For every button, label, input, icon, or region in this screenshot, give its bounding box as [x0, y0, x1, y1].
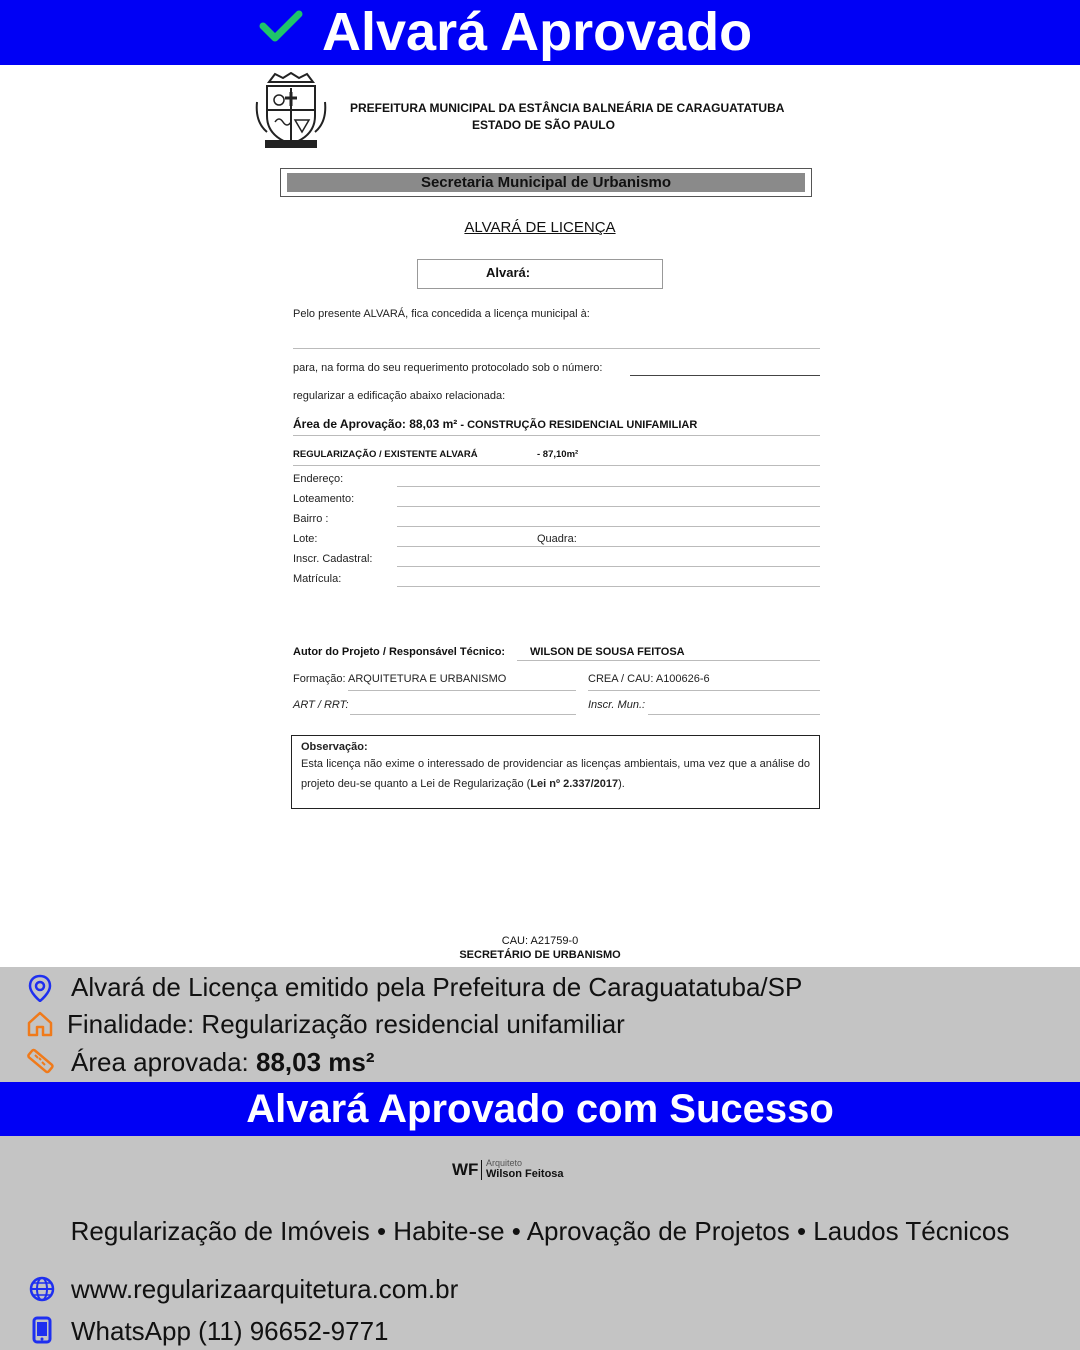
loteamento-label: Loteamento: — [293, 493, 355, 505]
whatsapp-contact[interactable] — [0, 1311, 1080, 1350]
divider — [293, 348, 820, 349]
secretaria-box — [280, 168, 812, 197]
website-contact[interactable] — [0, 1269, 1080, 1309]
field-line — [397, 586, 820, 587]
signature-title: SECRETÁRIO DE URBANISMO — [459, 949, 621, 961]
document-title: ALVARÁ DE LICENÇA — [464, 219, 616, 236]
matricula-label: Matrícula: — [293, 573, 342, 585]
whatsapp-number[interactable]: WhatsApp (11) 96652-9771 — [71, 1316, 389, 1346]
regularizacao-value: - 87,10m² — [537, 449, 579, 460]
info-row-area — [0, 1044, 1080, 1080]
protocol-number-line — [630, 375, 820, 376]
inscr-mun-label: Inscr. Mun.: — [588, 699, 646, 711]
field-line — [397, 486, 820, 487]
crea-text: CREA / CAU: A100626-6 — [588, 673, 710, 685]
location-pin-icon — [26, 974, 54, 1002]
field-line — [348, 690, 576, 691]
art-label: ART / RRT: — [293, 699, 349, 711]
info-purpose-text: Finalidade: Regularização residencial unifamiliar — [67, 1009, 625, 1039]
logo-subtitle: Arquiteto — [486, 1158, 523, 1168]
quadra-label: Quadra: — [537, 533, 577, 545]
regularizar-text: regularizar a edificação abaixo relacionada: — [293, 390, 506, 402]
field-line — [350, 714, 576, 715]
alvara-number-box: Alvará: — [417, 259, 663, 289]
bairro-label: Bairro : — [293, 513, 329, 525]
divider — [293, 435, 820, 436]
header-prefeitura: PREFEITURA MUNICIPAL DA ESTÂNCIA BALNEÁRIA DE CARAGUATATUBA — [350, 101, 785, 115]
requerimento-text: para, na forma do seu requerimento protocolado sob o número: — [293, 362, 603, 374]
autor-value: WILSON DE SOUSA FEITOSA — [530, 646, 685, 658]
ruler-icon — [26, 1046, 54, 1074]
logo-name: Wilson Feitosa — [486, 1168, 564, 1180]
area-approval: Área de Aprovação: 88,03 m² - CONSTRUÇÃO RESIDENCIAL UNIFAMILIAR — [293, 417, 698, 431]
check-icon — [258, 6, 304, 46]
services-list: Regularização de Imóveis • Habite-se • Aprovação de Projetos • Laudos Técnicos — [70, 1216, 1010, 1246]
logo-initials: WF — [452, 1160, 479, 1179]
field-line — [397, 566, 820, 567]
info-row-issued — [0, 969, 1080, 1005]
success-banner: Alvará Aprovado com Sucesso — [0, 1082, 1080, 1136]
footer — [0, 1136, 1080, 1350]
info-panel — [0, 967, 1080, 1082]
globe-icon — [28, 1275, 56, 1303]
info-row-purpose — [0, 1006, 1080, 1042]
field-line — [397, 506, 820, 507]
info-area-text: Área aprovada: 88,03 ms² — [71, 1047, 375, 1077]
intro-text: Pelo presente ALVARÁ, fica concedida a licença municipal à: — [293, 308, 590, 320]
field-line — [517, 660, 820, 661]
field-line — [648, 714, 820, 715]
logo-divider — [481, 1160, 482, 1180]
secretaria-title: Secretaria Municipal de Urbanismo — [287, 173, 805, 192]
field-line — [397, 526, 820, 527]
banner-title: Alvará Aprovado — [322, 2, 753, 62]
observacao-title: Observação: — [301, 741, 368, 753]
website-link[interactable]: www.regularizaarquitetura.com.br — [71, 1274, 459, 1304]
city-crest-icon — [255, 72, 327, 150]
endereco-label: Endereço: — [293, 473, 344, 485]
signature-cau: CAU: A21759-0 — [501, 935, 579, 947]
observacao-text: Esta licença não exime o interessado de providenciar as licenças ambientais, uma vez que a análise do projeto deu-se quanto a Lei de Regularização (Lei nº 2.337/2017). — [301, 758, 810, 790]
autor-label: Autor do Projeto / Responsável Técnico: — [293, 646, 506, 658]
info-issued-text: Alvará de Licença emitido pela Prefeitura de Caraguatatuba/SP — [71, 972, 803, 1002]
formacao-text: Formação: ARQUITETURA E URBANISMO — [293, 673, 507, 685]
observacao-box — [291, 735, 820, 809]
inscr-cadastral-label: Inscr. Cadastral: — [293, 553, 373, 565]
lote-label: Lote: — [293, 533, 318, 545]
phone-icon — [28, 1316, 56, 1344]
house-icon — [26, 1010, 54, 1038]
divider — [293, 465, 820, 466]
company-logo — [452, 1158, 592, 1184]
license-document — [0, 65, 1080, 967]
field-line — [588, 690, 820, 691]
regularizacao-label: REGULARIZAÇÃO / EXISTENTE ALVARÁ — [293, 449, 478, 460]
top-banner — [0, 0, 1080, 65]
header-estado: ESTADO DE SÃO PAULO — [472, 118, 615, 132]
field-line — [397, 546, 820, 547]
